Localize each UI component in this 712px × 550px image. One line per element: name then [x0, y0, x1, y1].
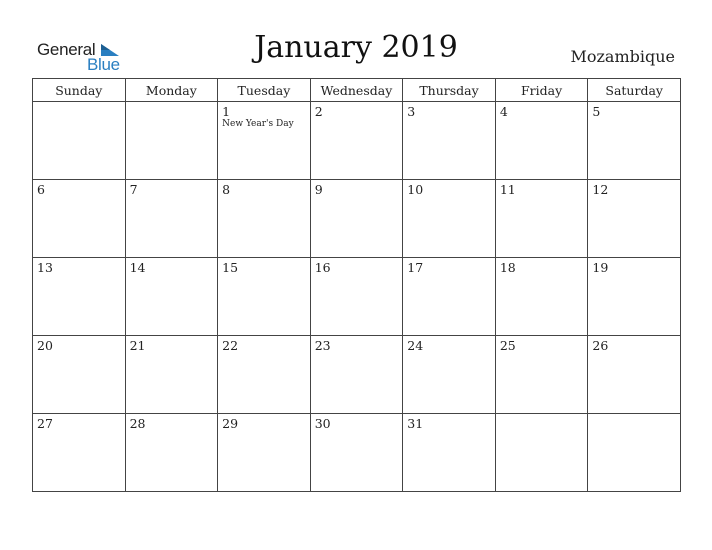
day-number: [126, 102, 218, 105]
calendar-day-cell: [125, 414, 218, 492]
calendar-day-cell: [403, 414, 496, 492]
calendar-day-cell: [495, 258, 588, 336]
day-number: [588, 414, 680, 417]
calendar-day-cell: [588, 258, 681, 336]
calendar-week-row: [33, 258, 681, 336]
day-number: [496, 414, 588, 417]
calendar-day-cell: [125, 180, 218, 258]
weekday-sunday: Sunday: [33, 79, 126, 102]
calendar-day-cell: [125, 102, 218, 180]
day-number: 30: [314, 416, 331, 431]
calendar-day-cell: [218, 102, 311, 180]
calendar-day-cell: [588, 414, 681, 492]
day-number: 10: [407, 182, 424, 197]
day-number: 23: [314, 338, 331, 353]
calendar-day-cell: [495, 336, 588, 414]
calendar-grid: [32, 78, 681, 492]
day-number: 22: [222, 338, 239, 353]
calendar-day-cell: [403, 336, 496, 414]
day-number: 26: [592, 338, 609, 353]
weekday-wednesday: Wednesday: [310, 79, 403, 102]
calendar-day-cell: [218, 258, 311, 336]
weekday-saturday: Saturday: [588, 79, 681, 102]
weekday-tuesday: Tuesday: [218, 79, 311, 102]
calendar-day-cell: [33, 180, 126, 258]
calendar-day-cell: [310, 258, 403, 336]
day-number: 8: [222, 182, 231, 197]
brand-logo-word-general: General: [37, 40, 96, 59]
calendar-day-cell: [588, 102, 681, 180]
holiday-label: New Year's Day: [222, 119, 294, 129]
calendar-day-cell: [495, 414, 588, 492]
calendar-day-cell: [403, 180, 496, 258]
day-number: 1: [222, 104, 231, 119]
day-number: 4: [499, 104, 508, 119]
weekday-monday: Monday: [125, 79, 218, 102]
calendar-day-cell: [495, 180, 588, 258]
day-number: 21: [129, 338, 146, 353]
calendar-day-cell: [33, 102, 126, 180]
day-number: 31: [407, 416, 424, 431]
day-number: 27: [37, 416, 53, 431]
calendar-day-cell: [310, 180, 403, 258]
calendar-day-cell: [310, 336, 403, 414]
day-number: 12: [592, 182, 609, 197]
calendar-day-cell: [403, 102, 496, 180]
calendar-day-cell: [125, 258, 218, 336]
calendar-day-cell: [33, 258, 126, 336]
calendar-day-cell: [310, 414, 403, 492]
calendar-day-cell: [588, 180, 681, 258]
day-number: 25: [499, 338, 516, 353]
country-label: Mozambique: [570, 47, 675, 66]
calendar-day-cell: [588, 336, 681, 414]
calendar-day-cell: [218, 336, 311, 414]
day-number: 9: [314, 182, 323, 197]
calendar-day-cell: [125, 336, 218, 414]
day-number: 16: [314, 260, 331, 275]
day-number: 7: [129, 182, 138, 197]
day-number: 18: [499, 260, 516, 275]
day-number: 13: [37, 260, 53, 275]
day-number: 20: [37, 338, 53, 353]
calendar-week-row: [33, 102, 681, 180]
page-title: January 2019: [254, 30, 458, 65]
day-number: 19: [592, 260, 609, 275]
day-number: 5: [592, 104, 601, 119]
day-number: 2: [314, 104, 323, 119]
calendar-day-cell: [403, 258, 496, 336]
weekday-thursday: Thursday: [403, 79, 496, 102]
calendar-day-cell: [33, 414, 126, 492]
day-number: [33, 102, 125, 105]
calendar-week-row: [33, 414, 681, 492]
day-number: 29: [222, 416, 239, 431]
calendar-week-row: [33, 180, 681, 258]
weekday-friday: Friday: [495, 79, 588, 102]
calendar-day-cell: [495, 102, 588, 180]
day-number: 14: [129, 260, 146, 275]
day-number: 3: [407, 104, 416, 119]
calendar-day-cell: [33, 336, 126, 414]
brand-logo-word-blue: Blue: [87, 55, 120, 74]
day-number: 6: [37, 182, 45, 197]
calendar-week-row: [33, 336, 681, 414]
weekday-header-row: [33, 79, 681, 102]
day-number: 15: [222, 260, 239, 275]
day-number: 17: [407, 260, 424, 275]
day-number: 28: [129, 416, 146, 431]
calendar-day-cell: [310, 102, 403, 180]
day-number: 11: [499, 182, 516, 197]
day-number: 24: [407, 338, 424, 353]
calendar-day-cell: [218, 180, 311, 258]
calendar-day-cell: [218, 414, 311, 492]
